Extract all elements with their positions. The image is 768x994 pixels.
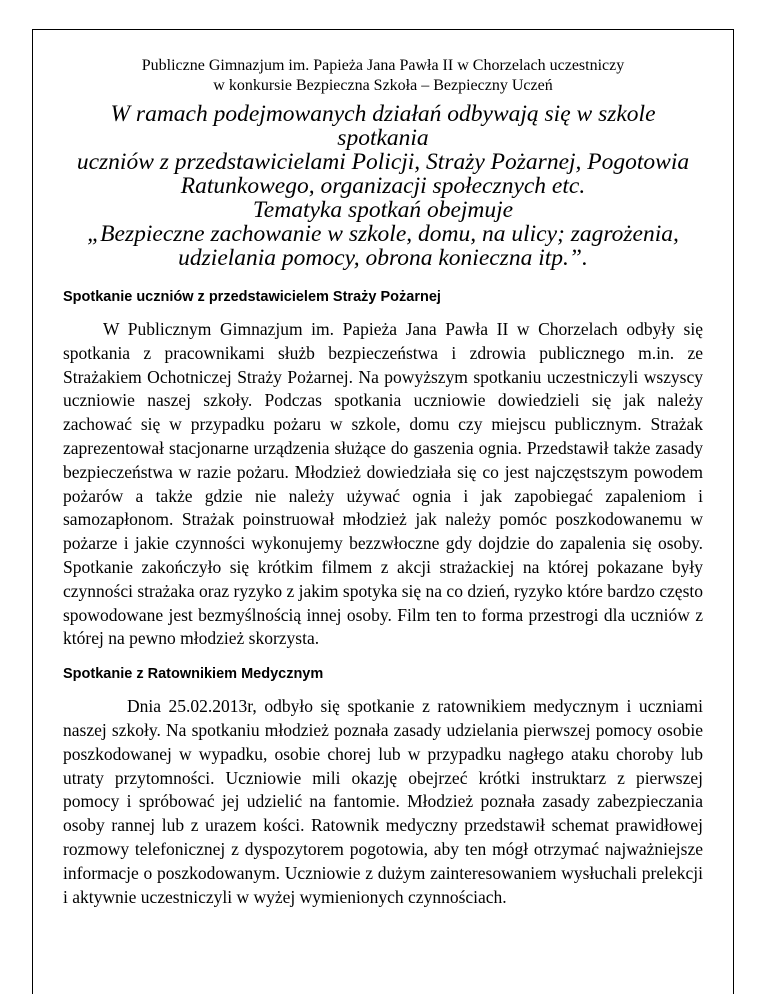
intro-line-3: Ratunkowego, organizacji społecznych etc. [180,173,586,199]
fire-section-heading: Spotkanie uczniów z przedstawicielem Straży Pożarnej [63,289,441,305]
medic-section-heading: Spotkanie z Ratownikiem Medycznym [63,666,324,683]
document-body [63,56,703,909]
header-line-2: w konkursie Bezpieczna Szkoła – Bezpieczny Uczeń [213,77,553,94]
intro-line-6: udzielania pomocy, obrona konieczna itp.”. [178,245,588,271]
intro-line-5: „Bezpieczne zachowanie w szkole, domu, na ulicy; zagrożenia, [87,221,679,247]
intro-line-1: W ramach podejmowanych działań odbywają się w szkole spotkania [110,101,656,151]
fire-section-paragraph: W Publicznym Gimnazjum im. Papieża Jana Pawła II w Chorzelach odbyły się spotkania z pracownikami służb bezpieczeństwa i zdrowia publicznego m.in. ze Strażakiem Ochotniczej Straży Pożarnej. Na powyższym spotkaniu uczestniczyli wszyscy uczniowie naszej szkoły. Podczas spotkania uczniowie dowiedzieli się jak należy zachować się w przypadku pożaru w szkole, domu czy miejscu publicznym. Strażak zaprezentował stacjonarne urządzenia służące do gaszenia ognia. Przedstawił także zasady bezpieczeństwa w razie pożaru. Młodzież dowiedziała się co jest najczęstszym powodem pożarów a także gdzie nie należy używać ognia i jak zapobiegać zapaleniom i samozapłonom. Strażak poinstruował młodzież jak należy pomóc poszkodowanemu w pożarze i jakie czynności wykonujemy bezzwłoczne gdy dojdzie do zapalenia się osoby. Spotkanie zakończyło się krótkim filmem z akcji strażackiej na której pokazane były czynności strażaka oraz ryzyko z jakim spotyka się na co dzień, ryzyko które bardzo często spowodowane jest bezmyślnością innej osoby. Film ten to forma przestrogi dla uczniów z której na pewno młodzież skorzysta. [63,319,703,649]
intro-line-2: uczniów z przedstawicielami Policji, Straży Pożarnej, Pogotowia [76,149,690,175]
intro-line-4: Tematyka spotkań obejmuje [252,197,514,223]
medic-section-paragraph: Dnia 25.02.2013r, odbyło się spotkanie z ratownikiem medycznym i uczniami naszej szkoły. Na spotkaniu młodzież poznała zasady udzielania pierwszej pomocy osobie poszkodowanej w wypadku, osobie chorej lub w przypadku nagłego ataku choroby lub utraty przytomności. Uczniowie mili okazję obejrzeć krótki instruktarz z pierwszej pomocy i spróbować jej udzielić na fantomie. Młodzież poznała zasady zabezpieczania osoby rannej lub z urazem kości. Ratownik medyczny przedstawił schemat prawidłowej rozmowy telefonicznej z dyspozytorem pogotowia, aby ten mógł otrzymać najważniejsze informacje o poszkodowanym. Uczniowie z dużym zainteresowaniem wysłuchali prelekcji i aktywnie uczestniczyli w wyżej wymienionych czynnościach. [63,696,703,907]
intro-block [63,102,703,270]
header-line-1: Publiczne Gimnazjum im. Papieża Jana Pawła II w Chorzelach uczestniczy [141,57,625,74]
